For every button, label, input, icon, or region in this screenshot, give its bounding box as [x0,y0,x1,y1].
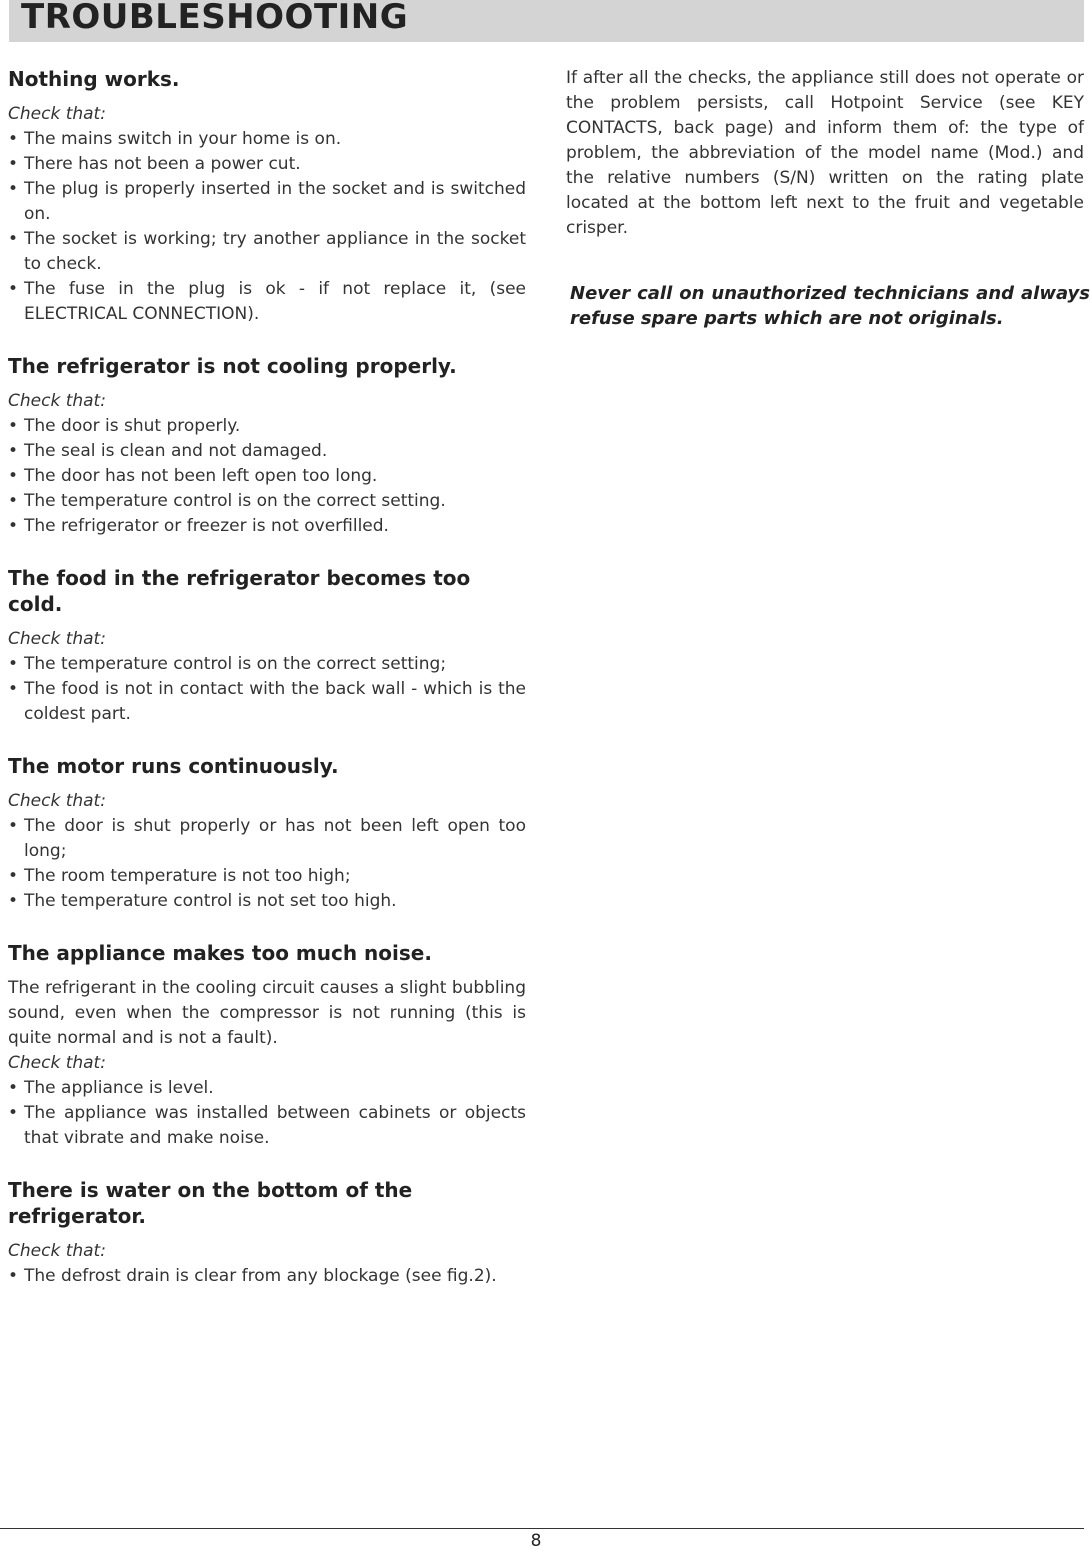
check-label: Check that: [8,1053,106,1073]
page-title: TROUBLESHOOTING [21,0,409,37]
right-column [566,66,1090,331]
list-item: • The socket is working; try another appliance in the socket to check. [8,229,526,274]
section-water [8,1177,526,1289]
check-list [8,414,526,539]
list-item: • The fuse in the plug is ok - if not replace it, (see ELECTRICAL CONNECTION). [8,279,526,324]
section-heading: The motor runs continuously. [8,754,339,778]
section-intro: The refrigerant in the cooling circuit causes a slight bubbling sound, even when the compressor is not running (this is quite normal and is not a fault). [8,978,526,1048]
list-item: • There has not been a power cut. [8,154,301,174]
list-item: • The refrigerator or freezer is not overfilled. [8,516,389,536]
list-item: • The food is not in contact with the back wall - which is the coldest part. [8,679,526,724]
section-heading: The refrigerator is not cooling properly. [8,354,457,378]
check-list [8,127,526,327]
list-item: • The appliance was installed between cabinets or objects that vibrate and make noise. [8,1103,526,1148]
section-heading: Nothing works. [8,67,180,91]
list-item: • The door is shut properly. [8,416,241,436]
section-motor-runs [8,753,526,914]
check-list [8,652,526,727]
list-item: • The defrost drain is clear from any blockage (see fig.2). [8,1266,497,1286]
service-paragraph: If after all the checks, the appliance still does not operate or the problem persists, call Hotpoint Service (see KEY CONTACTS, back page) and inform them of: the type of problem, the abbreviation of the model name (Mod.) and the relative numbers (S/N) written on the rating plate located at the bottom left next to the fruit and vegetable crisper. [566,68,1084,238]
list-item: • The mains switch in your home is on. [8,129,342,149]
list-item: • The room temperature is not too high; [8,866,351,886]
title-bar [9,0,1084,42]
list-item: • The door has not been left open too long. [8,466,378,486]
left-column [8,66,526,1315]
check-list [8,1076,526,1151]
check-label: Check that: [8,629,106,649]
check-list [8,1264,526,1289]
check-label: Check that: [8,791,106,811]
section-not-cooling [8,353,526,539]
list-item: • The seal is clean and not damaged. [8,441,328,461]
section-nothing-works [8,66,526,327]
list-item: • The appliance is level. [8,1078,214,1098]
section-heading: There is water on the bottom of the refrigerator. [8,1178,413,1228]
section-noise [8,940,526,1151]
list-item: • The temperature control is not set too high. [8,891,397,911]
check-label: Check that: [8,391,106,411]
check-list [8,814,526,914]
section-heading: The food in the refrigerator becomes too cold. [8,566,471,616]
check-label: Check that: [8,104,106,124]
list-item: • The temperature control is on the correct setting. [8,491,446,511]
list-item: • The plug is properly inserted in the socket and is switched on. [8,179,526,224]
check-label: Check that: [8,1241,106,1261]
page-number: 8 [530,1531,542,1551]
section-heading: The appliance makes too much noise. [8,941,432,965]
warning-note: Never call on unauthorized technicians and always refuse spare parts which are not originals. [570,283,1090,329]
section-too-cold [8,565,526,727]
list-item: • The door is shut properly or has not been left open too long; [8,816,526,861]
list-item: • The temperature control is on the correct setting; [8,654,447,674]
footer-divider [0,1528,1084,1529]
